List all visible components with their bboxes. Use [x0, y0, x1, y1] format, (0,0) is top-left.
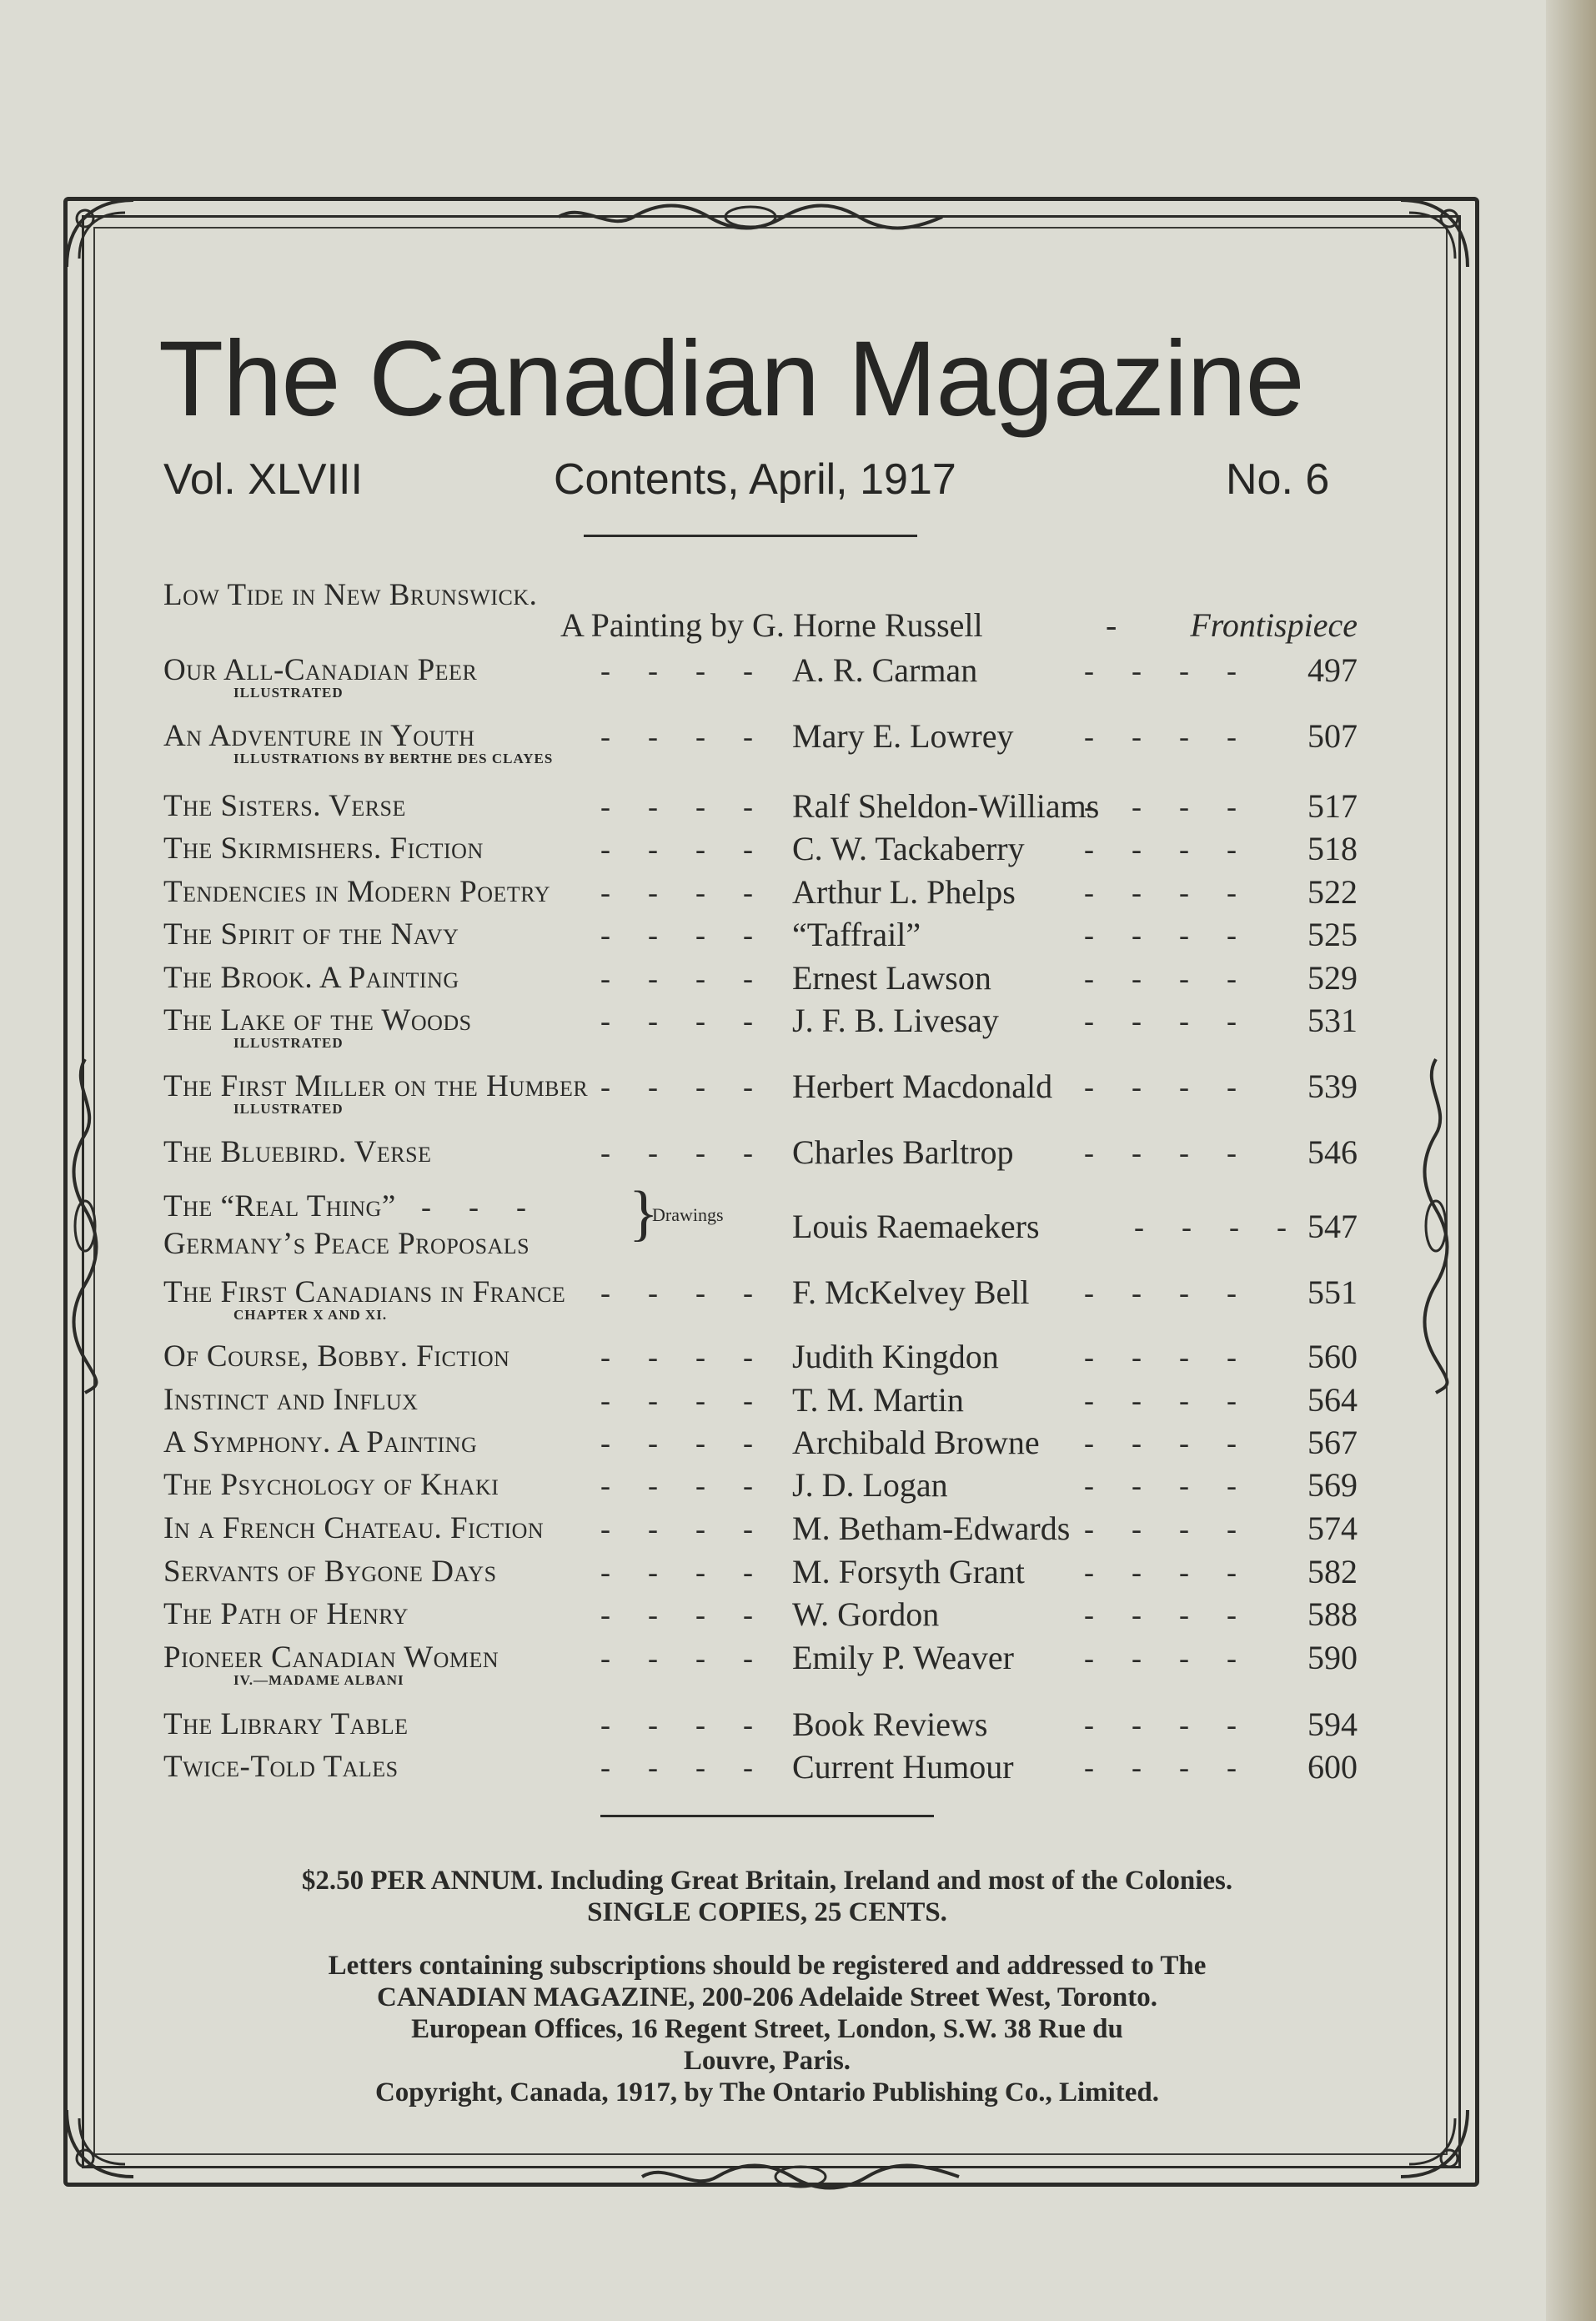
leader-dots: - - - - [1084, 832, 1252, 866]
entry-author: W. Gordon [792, 1595, 940, 1633]
leader-dots: - - - - [600, 876, 768, 909]
entry-title: The Psychology of Khaki [163, 1468, 499, 1502]
leader-dots: - - - - [1084, 1469, 1252, 1502]
entry-author: F. McKelvey Bell [792, 1274, 1030, 1311]
frontispiece-credit: A Painting by G. Horne Russell [560, 606, 983, 644]
contents-date: Contents, April, 1917 [554, 455, 956, 504]
toc-entry [0, 1464, 1596, 1507]
entry-note: ILLUSTRATED [233, 1035, 344, 1051]
raemaekers-author: Louis Raemaekers [792, 1208, 1040, 1245]
drawings-label: Drawings [652, 1204, 724, 1225]
leader-dots: - - - - [1084, 1340, 1252, 1374]
raemaekers-title-2: Germany’s Peace Proposals [163, 1227, 530, 1261]
entry-page: 600 [1307, 1748, 1358, 1786]
leader-dots: - - - - [1084, 790, 1252, 823]
raemaekers-title-1: The “Real Thing” [163, 1189, 396, 1223]
entry-page: 529 [1307, 959, 1358, 997]
toc-entry [0, 1131, 1596, 1174]
entry-title: The Skirmishers. Fiction [163, 831, 484, 866]
entry-title: The First Miller on the Humber [163, 1069, 589, 1103]
entry-author: T. M. Martin [792, 1381, 964, 1419]
entry-author: M. Betham-Edwards [792, 1510, 1071, 1547]
leader-dots: - - - - [600, 1426, 768, 1459]
entry-note: ILLUSTRATIONS BY BERTHE DES CLAYES [233, 751, 554, 766]
entry-title: In a French Chateau. Fiction [163, 1511, 545, 1545]
entry-page: 574 [1307, 1510, 1358, 1547]
entry-title: The Sisters. Verse [163, 789, 406, 823]
leader-dots: - - - - [1084, 1070, 1252, 1103]
leader-dots: - - - - [600, 790, 768, 823]
entry-title: The Lake of the Woods [163, 1003, 472, 1037]
entry-title: The Brook. A Painting [163, 961, 459, 995]
copyright-line: Copyright, Canada, 1917, by The Ontario Publishing Co., Limited. [374, 2077, 1160, 2107]
entry-title: The Library Table [163, 1707, 409, 1741]
entry-page: 590 [1307, 1639, 1358, 1676]
entry-title: The First Canadians in France [163, 1275, 566, 1309]
entry-page: 497 [1307, 651, 1358, 689]
entry-author: Charles Barltrop [792, 1133, 1014, 1171]
leader-dots: - - - - [1084, 1555, 1252, 1589]
leader-dots: - - - - [600, 1641, 768, 1675]
leader-dots: - - - - [600, 1136, 768, 1169]
toc-entry [0, 1379, 1596, 1422]
entry-page: 569 [1307, 1466, 1358, 1504]
price-line: $2.50 PER ANNUM. Including Great Britain, Ireland and most of the Colonies. [301, 1866, 1233, 1896]
leader-dots: - - - - [600, 1469, 768, 1502]
frontispiece-title: Low Tide in New Brunswick. [163, 578, 538, 612]
leader-dots: - - - - [1084, 1426, 1252, 1459]
entry-page: 567 [1307, 1424, 1358, 1461]
entry-author: Book Reviews [792, 1706, 988, 1743]
entry-page: 560 [1307, 1338, 1358, 1375]
leader-dots: - - - - [600, 962, 768, 995]
magazine-title: The Canadian Magazine [158, 319, 1304, 439]
entry-page: 531 [1307, 1002, 1358, 1039]
toc-entry [0, 1746, 1596, 1789]
letters-line-1: Letters containing subscriptions should be registered and addressed to The [328, 1951, 1207, 1981]
entry-page: 564 [1307, 1381, 1358, 1419]
leader-dots: - - - - [1084, 1276, 1252, 1309]
entry-title: The Spirit of the Navy [163, 917, 459, 952]
entry-title: Instinct and Influx [163, 1383, 419, 1417]
leader-dots: - - - - [1084, 654, 1252, 687]
entry-author: C. W. Tackaberry [792, 830, 1025, 867]
leader-dots: - - - - [600, 1751, 768, 1784]
entry-page: 582 [1307, 1553, 1358, 1590]
entry-title: The Path of Henry [163, 1597, 409, 1631]
leader-dots: - - - - [600, 1708, 768, 1741]
entry-author: Current Humour [792, 1748, 1014, 1786]
entry-title: Tendencies in Modern Poetry [163, 875, 550, 909]
entry-author: Ernest Lawson [792, 959, 991, 997]
leader-dots: - - - - [600, 654, 768, 687]
leader-dots: - - - - [600, 1384, 768, 1417]
entry-author: A. R. Carman [792, 651, 978, 689]
leader-dots: - - - - [1084, 1004, 1252, 1037]
toc-entry [0, 1507, 1596, 1550]
toc-entry [0, 1335, 1596, 1379]
leader-dots: - - - - [600, 1276, 768, 1309]
entry-title: Twice-Told Tales [163, 1750, 399, 1784]
toc-entry [0, 785, 1596, 828]
leader-dots: - - - - [1084, 1384, 1252, 1417]
leader-dots: - - - - [600, 1004, 768, 1037]
leader-dots: - - - - [1084, 1708, 1252, 1741]
entry-author: Archibald Browne [792, 1424, 1040, 1461]
leader-dots: - - - - [600, 1512, 768, 1545]
entry-author: Arthur L. Phelps [792, 873, 1016, 911]
entry-author: J. F. B. Livesay [792, 1002, 999, 1039]
leader-dots: - - - - [600, 918, 768, 952]
entry-author: Mary E. Lowrey [792, 717, 1014, 755]
entry-note: ILLUSTRATED [233, 685, 344, 701]
brace-mark: } [629, 1179, 659, 1248]
raemaekers-page: 547 [1307, 1208, 1358, 1245]
entry-author: J. D. Logan [792, 1466, 948, 1504]
entry-title: Servants of Bygone Days [163, 1555, 497, 1589]
entry-note: CHAPTER X AND XI. [233, 1307, 388, 1323]
entry-page: 517 [1307, 787, 1358, 825]
leader-dots: - - - - [600, 720, 768, 753]
entry-page: 551 [1307, 1274, 1358, 1311]
raemaekers-row-1: The “Real Thing” - - - [0, 1185, 1596, 1228]
raemaekers-author-row: Louis Raemaekers - - - - 547 [0, 1205, 1596, 1248]
leader-dots: - - - - [600, 832, 768, 866]
leader-dots: - - - - [600, 1340, 768, 1374]
toc-entry [0, 871, 1596, 914]
entry-page: 522 [1307, 873, 1358, 911]
toc-entry [0, 1593, 1596, 1636]
leader-dots: - - - - [1084, 1751, 1252, 1784]
volume-label: Vol. XLVIII [163, 455, 363, 504]
toc-entry [0, 913, 1596, 957]
entry-page: 539 [1307, 1068, 1358, 1105]
toc-entry [0, 957, 1596, 1000]
leader-dots: - - - - [1084, 876, 1252, 909]
entry-page: 507 [1307, 717, 1358, 755]
frontispiece-dash: - [1106, 606, 1117, 644]
entry-author: M. Forsyth Grant [792, 1553, 1025, 1590]
entry-author: “Taffrail” [792, 916, 921, 953]
leader-dots: - - - - [1084, 1512, 1252, 1545]
leader-dots: - - - - [1084, 1598, 1252, 1631]
letters-line-2: CANADIAN MAGAZINE, 200-206 Adelaide Street West, Toronto. [377, 1982, 1157, 2012]
letters-line-4: Louvre, Paris. [683, 2046, 851, 2076]
toc-entry [0, 1703, 1596, 1746]
entry-title: Pioneer Canadian Women [163, 1640, 499, 1675]
entry-title: Our All-Canadian Peer [163, 653, 478, 687]
leader-dots: - - - - [1084, 918, 1252, 952]
entry-author: Judith Kingdon [792, 1338, 999, 1375]
toc-entry [0, 827, 1596, 871]
entry-page: 546 [1307, 1133, 1358, 1171]
entry-author: Herbert Macdonald [792, 1068, 1053, 1105]
entry-author: Ralf Sheldon-Williams [792, 787, 1100, 825]
entry-title: The Bluebird. Verse [163, 1135, 432, 1169]
entry-title: Of Course, Bobby. Fiction [163, 1339, 510, 1374]
leader-dots: - - - - [1084, 962, 1252, 995]
frontispiece-label: Frontispiece [1190, 606, 1358, 644]
leader-dots: - - - - [1084, 1641, 1252, 1675]
toc-entry [0, 1550, 1596, 1594]
single-copies-line: SINGLE COPIES, 25 CENTS. [587, 1897, 947, 1927]
issue-number: No. 6 [1226, 455, 1330, 504]
entry-page: 588 [1307, 1595, 1358, 1633]
leader-dots: - - - - [600, 1070, 768, 1103]
footer-divider [600, 1815, 934, 1817]
entry-page: 525 [1307, 916, 1358, 953]
entry-note: ILLUSTRATED [233, 1101, 344, 1117]
letters-line-3: European Offices, 16 Regent Street, London, S.W. 38 Rue du [411, 2014, 1123, 2044]
entry-title: An Adventure in Youth [163, 719, 475, 753]
leader-dots: - - - - [1084, 1136, 1252, 1169]
entry-page: 594 [1307, 1706, 1358, 1743]
entry-note: IV.—MADAME ALBANI [233, 1672, 404, 1688]
leader-dots: - - - - [600, 1555, 768, 1589]
entry-title: A Symphony. A Painting [163, 1425, 478, 1459]
leader-dots: - - - - [600, 1598, 768, 1631]
toc-entry [0, 1421, 1596, 1464]
entry-author: Emily P. Weaver [792, 1639, 1014, 1676]
entry-page: 518 [1307, 830, 1358, 867]
leader-dots: - - - - [1084, 720, 1252, 753]
